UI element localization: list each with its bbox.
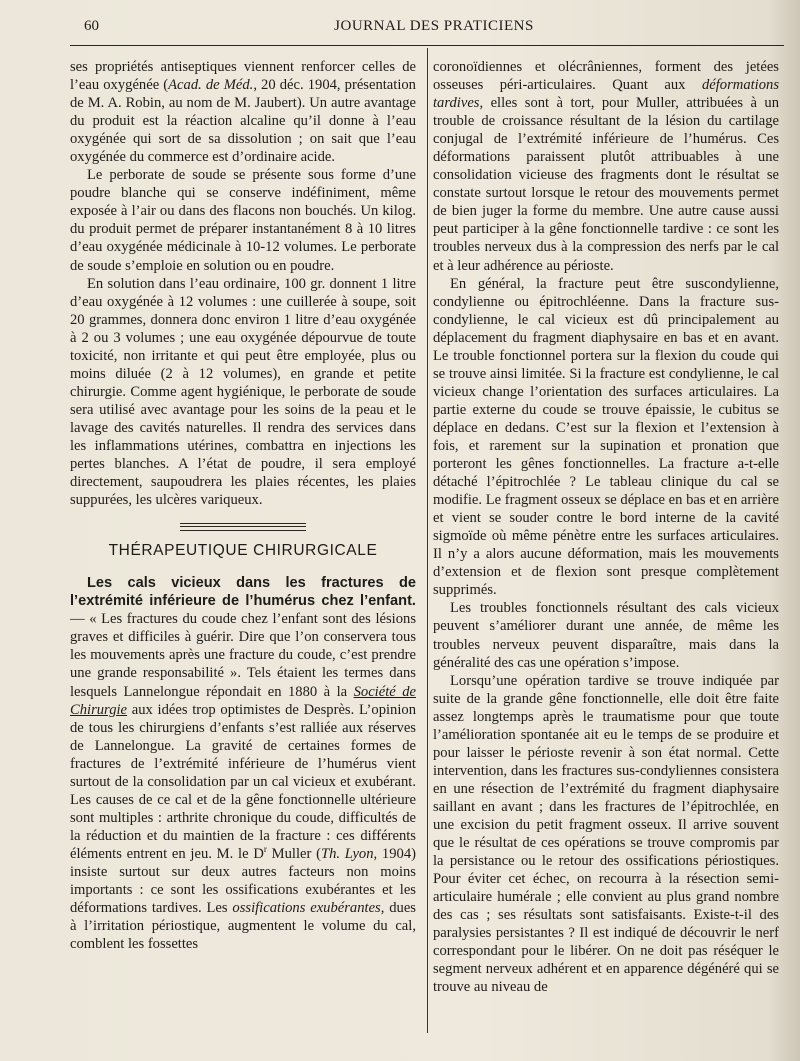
header-rule xyxy=(70,45,784,46)
page-number: 60 xyxy=(84,18,99,34)
running-title: JOURNAL DES PRATICIENS xyxy=(334,18,534,34)
emphasis: déformations tardives xyxy=(433,77,779,112)
right-column xyxy=(433,58,779,996)
paragraph: Le perborate de soude se présente sous forme d’une poudre blanche qui se conserve indéfiniment, même exposée à l’air ou dans des flacons non bouchés. Un kilog. du produit permet de préparer instantanément 8 à 10 litres d’eau oxygénée médicinale à 10-12 volumes. Le perborate de soude s’emploie en solution ou en poudre. xyxy=(70,167,416,274)
paragraph: En général, la fracture peut être suscondylienne, condylienne ou épitrochléenne. Dans la fracture sus-condylienne, le cal vicieux est dû principalement au déplacement du fragment diaphysaire en bas et en avant. Le trouble fonctionnel portera sur la flexion du coude qui se trouve ainsi limitée. Si la fracture est condylienne, le cal vicieux change l’orientation des surfaces articulaires. La partie externe du coude se trouve épaissie, le cubitus se déplace en dedans. C’est sur la flexion et l’extension à fois, et rarement sur la supination et pronation que porteront les gênes fonctionnelles. La fracture a-t-elle détaché l’épitrochlée ? Le tableau clinique du cal se modifie. Le fragment osseux se déplace en bas et en arrière et vient se souder contre le bord interne de la cavité sigmoïde où même pénètre entre les surfaces articulaires. Il n’y a alors aucune déformation, mais les mouvements d’extension et de flexion sont presque complètement supprimés. xyxy=(433,275,779,599)
left-column xyxy=(70,58,416,953)
section-ornament-rule xyxy=(180,523,306,531)
article-paragraph: Les cals vicieux dans les fractures de l’extrémité inférieure de l’humérus chez l’enfant. — « Les fractures du coude chez l’enfant sont des lésions graves et difficiles à guérir. Dire que l’on conservera tous les mouvements après une fracture du coude, c’est prendre une grande responsabilité ». Tels étaient les termes dans lesquels Lannelongue répondait en 1880 à la Société de Chirurgie aux idées trop optimistes de Desprès. L’opinion de tous les chirurgiens d’enfants s’est ralliée aux réserves de Lannelongue. La gravité de certaines formes de fractures de l’extrémité inférieure de l’humérus vient surtout de la consolidation par un cal vicieux et exubérant. Les causes de ce cal et de la gêne fonctionnelle ultérieure sont multiples : arthrite chronique du coude, difficultés de la réduction et du maintien de la fracture : ces différents éléments entrent en jeu. M. le $D^r$ Muller (Th. Lyon, 1904) insiste surtout sur deux autres facteurs non moins importants : ce sont les ossifications exubérantes et les déformations tardives. Les ossifications exubérantes, dues à l’irritation périostique, augmentent le volume du cal, comblent les fossettes xyxy=(70,575,416,953)
society-name: Société de Chirurgie xyxy=(70,683,416,718)
emphasis: ossifications exubérantes xyxy=(232,900,381,917)
paragraph: En solution dans l’eau ordinaire, 100 gr. donnent 1 litre d’eau oxygénée à 12 volumes : une cuillerée à soupe, soit 20 grammes, donnera donc environ 1 litre d’eau oxygénée à 2 ou 3 volumes ; une eau oxygénée dépourvue de toute toxicité, non irritante et qui peut être employée, plus ou moins diluée (2 à 12 volumes), en grande et petite chirurgie. Comme agent hygiénique, le perborate de soude sera utilisé avec avantage pour les soins de la peau et le lavage des cavités naturelles. Il rendra des services dans les inflammations utérines, combattra en injections les pertes blanches. A l’état de poudre, il sera employé directement, saupoudrera les plaies récentes, les plaies suppurées, les ulcères variqueux. xyxy=(70,275,416,509)
citation: Th. Lyon xyxy=(320,845,374,862)
paragraph: Les troubles fonctionnels résultant des cals vicieux peuvent s’améliorer durant une année, de même les troubles nerveux peuvent disparaître, mais dans la généralité des cas une opération s’impose. xyxy=(433,600,779,671)
citation: Acad. de Méd. xyxy=(168,77,254,94)
paragraph: coronoïdiennes et olécrâniennes, forment des jetées osseuses péri-articulaires. Quant aux déformations tardives, elles sont à tort, pour Muller, attribuées à un trouble de croissance résultant de la lésion du cartilage conjugal de l’extrémité inférieure de l’humérus. Ces déformations paraissent plutôt attribuables à une consolidation vicieuse des fragments dont le résultat se constate surtout lorsque le retour des mouvements permet de bien juger la forme du membre. Une autre cause aussi peut participer à la gêne fonctionnelle tardive : ce sont les troubles nerveux dus à la compression des nerfs par le cal et à leur adhérence au périoste. xyxy=(433,59,779,274)
section-title: THÉRAPEUTIQUE CHIRURGICALE xyxy=(108,542,378,560)
paragraph: Lorsqu’une opération tardive se trouve indiquée par suite de la grande gêne fonctionnelle, elle doit être faite assez longtemps après le traumatisme pour que toute l’amélioration spontanée ait eu le temps de se produire et pour laisser le périoste revenir à son état normal. Cette intervention, dans les fractures sus-condyliennes consistera en une résection de l’extrémité du fragment diaphysaire saillant en avant ; dans les fractures de l’épitrochlée, en une excision du petit fragment osseux. Il arrive souvent que le résultat de ces opérations se trouve compromis par la persistance ou le retour des ossifications périostiques. Pour éviter cet échec, on recourra à la résection semi-articulaire humérale ; elle convient au plus grand nombre des cas ; ses résultats sont satisfaisants. Existe-t-il des paralysies persistantes ? Il est indiqué de découvrir le nerf correspondant pour le libérer. On ne doit pas réséquer le segment nerveux adhérent et en apparence dégénéré qui se trouve au niveau de xyxy=(433,672,779,996)
column-divider xyxy=(427,48,428,1033)
page-header xyxy=(84,18,784,40)
article-headline: Les cals vicieux dans les fractures de l’extrémité inférieure de l’humérus chez l’enfant. xyxy=(70,575,416,610)
paragraph: ses propriétés antiseptiques viennent renforcer celles de l’eau oxygénée (Acad. de Méd., 20 déc. 1904, présentation de M. A. Robin, au nom de M. Jaubert). Un autre avantage du produit est la réaction alcaline qu’il donne à l’eau oxygénée qui sort de sa dissolution ; on sait que l’eau oxygénée du commerce est d’ordinaire acide. xyxy=(70,59,416,166)
